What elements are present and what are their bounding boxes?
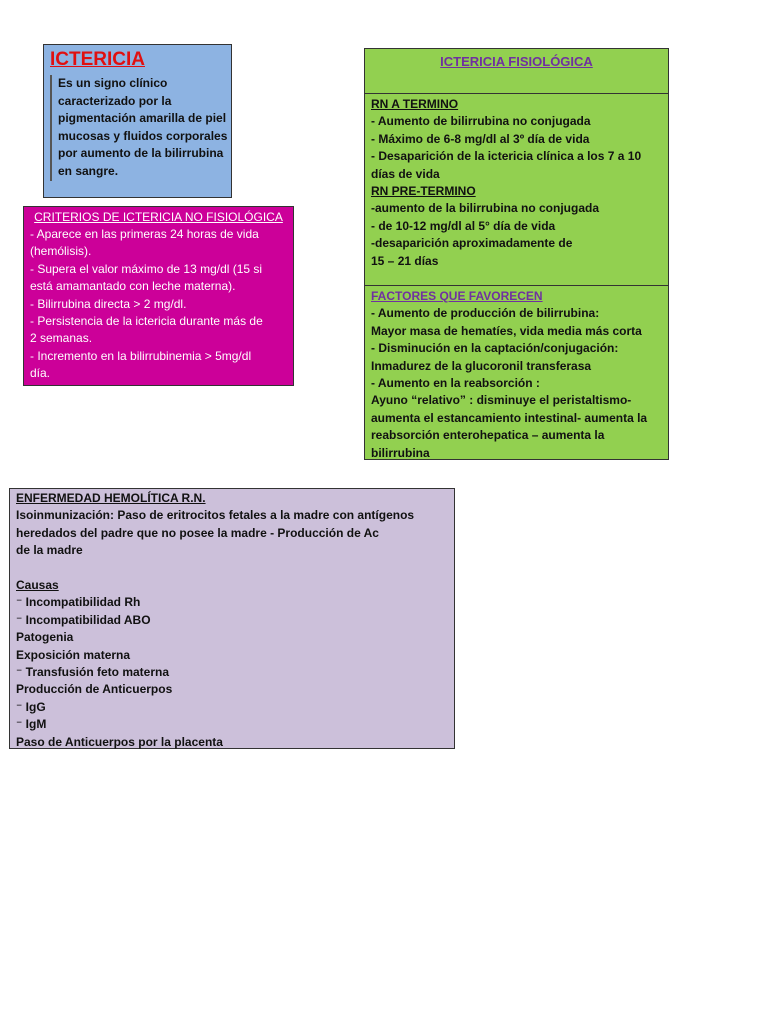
factores-section xyxy=(365,286,668,464)
hemolitica-box xyxy=(9,488,455,749)
criterios-line: - Bilirrubina directa > 2 mg/dl. xyxy=(30,296,187,311)
causas-line: Paso de Anticuerpos por la placenta xyxy=(16,734,223,749)
factores-line: reabsorción enterohepatica – aumenta la xyxy=(371,428,605,443)
rn-pretermino-line: - de 10-12 mg/dl al 5° día de vida xyxy=(371,218,556,233)
criterios-line: - Supera el valor máximo de 13 mg/dl (15 si xyxy=(30,261,263,276)
ictericia-line: mucosas y fluidos corporales xyxy=(58,128,228,143)
fisiologica-header xyxy=(365,49,668,94)
fisiologica-title: ICTERICIA FISIOLÓGICA xyxy=(440,54,593,69)
factores-line: Ayuno “relativo” : disminuye el peristaltismo- xyxy=(371,393,632,408)
causas-line: ⁻ Incompatibilidad ABO xyxy=(16,612,151,627)
criterios-line: está amamantado con leche materna). xyxy=(30,279,236,294)
rn-termino-line: - Desaparición de la ictericia clínica a los 7 a 10 xyxy=(371,149,642,164)
ictericia-definition xyxy=(50,75,228,181)
ictericia-title: ICTERICIA xyxy=(50,49,145,70)
fisiologica-rn-section xyxy=(365,94,668,286)
ictericia-line: pigmentación amarilla de piel xyxy=(58,111,227,126)
criterios-line: día. xyxy=(30,366,51,381)
rn-pretermino-heading: RN PRE-TERMINO xyxy=(371,184,476,199)
causas-line: ⁻ IgM xyxy=(16,717,47,732)
criterios-line: 2 semanas. xyxy=(30,331,93,346)
ictericia-box xyxy=(43,44,232,198)
hemolitica-intro-line: de la madre xyxy=(16,543,83,558)
criterios-line: (hemólisis). xyxy=(30,244,92,259)
factores-line: Inmadurez de la glucoronil transferasa xyxy=(371,358,592,373)
factores-line: - Disminución en la captación/conjugación: xyxy=(371,341,619,356)
causas-line: Patogenia xyxy=(16,630,74,645)
rn-pretermino-line: -aumento de la bilirrubina no conjugada xyxy=(371,201,600,216)
criterios-title: CRITERIOS DE ICTERICIA NO FISIOLÓGICA xyxy=(34,210,283,224)
ictericia-line: en sangre. xyxy=(58,163,119,178)
criterios-list xyxy=(30,226,287,383)
criterios-box xyxy=(23,206,294,386)
factores-heading: FACTORES QUE FAVORECEN xyxy=(371,289,543,303)
hemolitica-intro-line: heredados del padre que no posee la madre - Producción de Ac xyxy=(16,525,379,540)
causas-line: ⁻ Transfusión feto materna xyxy=(16,665,170,680)
rn-termino-line: - Aumento de bilirrubina no conjugada xyxy=(371,114,591,129)
rn-termino-line: - Máximo de 6-8 mg/dl al 3º día de vida xyxy=(371,131,590,146)
fisiologica-box xyxy=(364,48,669,460)
causas-line: ⁻ IgG xyxy=(16,699,46,714)
rn-termino-heading: RN A TERMINO xyxy=(371,97,459,111)
criterios-line: - Persistencia de la ictericia durante más de xyxy=(30,314,263,329)
causas-line: Exposición materna xyxy=(16,647,131,662)
hemolitica-intro-line: Isoinmunización: Paso de eritrocitos fetales a la madre con antígenos xyxy=(16,508,415,523)
criterios-line: - Incremento en la bilirrubinemia > 5mg/dl xyxy=(30,348,252,363)
factores-line: Mayor masa de hematíes, vida media más corta xyxy=(371,323,642,338)
criterios-line: - Aparece en las primeras 24 horas de vida xyxy=(30,227,259,241)
ictericia-line: caracterizado por la xyxy=(58,93,172,108)
factores-line: - Aumento en la reabsorción : xyxy=(371,376,540,391)
spacer xyxy=(16,560,448,577)
rn-termino-line: días de vida xyxy=(371,166,440,181)
causas-line: ⁻ Incompatibilidad Rh xyxy=(16,595,141,610)
causas-heading: Causas xyxy=(16,578,59,593)
factores-line: - Aumento de producción de bilirrubina: xyxy=(371,306,600,321)
hemolitica-title: ENFERMEDAD HEMOLÍTICA R.N. xyxy=(16,491,206,505)
rn-pretermino-line: 15 – 21 días xyxy=(371,253,439,268)
factores-line: bilirrubina xyxy=(371,445,430,460)
causas-line: Producción de Anticuerpos xyxy=(16,682,173,697)
factores-line: aumenta el estancamiento intestinal- aumenta la xyxy=(371,410,648,425)
ictericia-line: Es un signo clínico xyxy=(58,76,168,90)
rn-pretermino-line: -desaparición aproximadamente de xyxy=(371,236,573,251)
ictericia-line: por aumento de la bilirrubina xyxy=(58,146,224,161)
